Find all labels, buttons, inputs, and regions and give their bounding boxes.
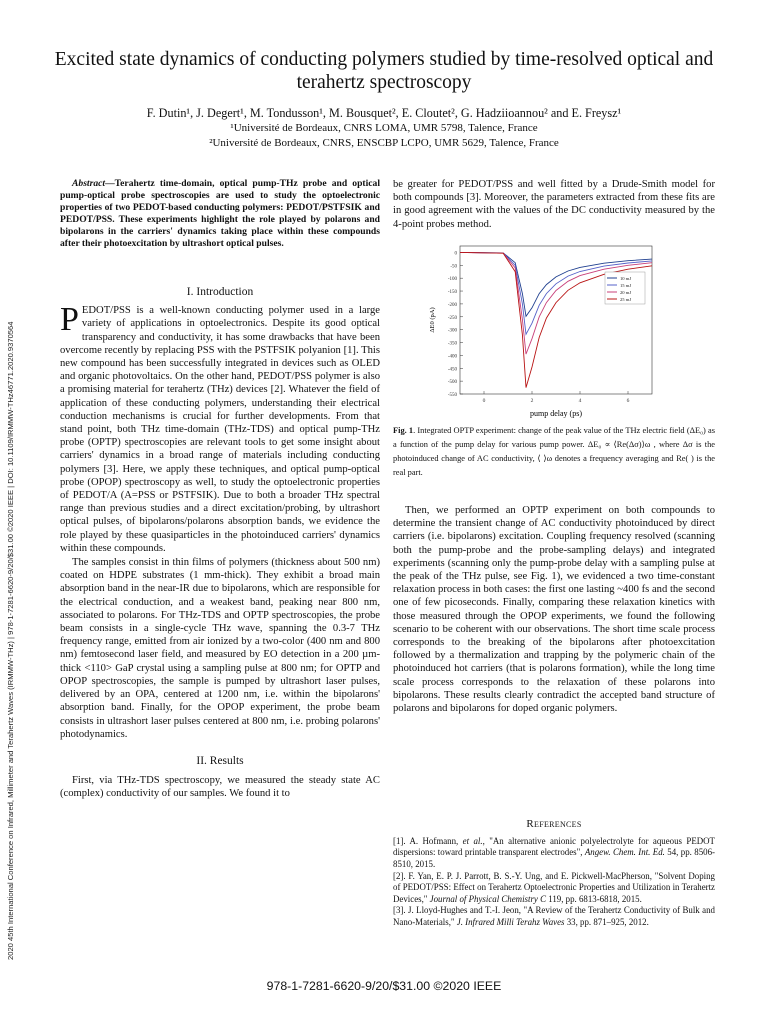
references-list bbox=[393, 836, 715, 929]
intro-paragraph-1-text: EDOT/PSS is a well-known conducting polymer used in a large variety of applications in optoelectronics. Despite its good optical transparency and conductivity, it has some drawbacks that have been overcome recently by replacing PSS with the PSTFSIK polyanion [1]. This new compound has been successfully integrated in devices such as OLED and organic photovoltaics. On the other hand, PEDOT/PSS polymer is also a promising material for terahertz (THz) devices [2]. Whatever the field of application of these conducting polymers, understanding their electrical conduction mechanisms is crucial for further developments. From that stand point, both THz time-domain (THz-TDS) and optical pump-THz probe (OPTP) spectroscopies are relevant tools to get some insight about carriers' dynamics in a broad range of materials including conducting polymers [3]. Here, we apply these techniques, and optical pump-optical probe (OPOP) spectroscopy as well, to study the optoelectronic properties of PEDOT/A (A=PSS or PSTFSIK). Due to both a broader THz spectral range than previous studies and a direct excitation/probing, by ultrashort optical pulses, of bipolarons/polarons absorption bands, we evidence the role played by these quasiparticles in the photoinduced carriers' dynamics within these compounds. bbox=[60, 305, 380, 554]
abstract bbox=[60, 178, 380, 250]
section-heading-results: II. Results bbox=[196, 754, 244, 767]
figure-1-caption bbox=[393, 424, 715, 480]
intro-paragraph-2: The samples consist in thin films of polymers (thickness about 500 nm) coated on HDPE substrates (1 mm-thick). They exhibit a broad main absorption band in the near-IR due to bipolarons, which are responsible for the electrical conduction, and a weakest band, peaking near 800 nm, associated to polarons. For THz-TDS and OPTP spectroscopies, the probe beam consists in a single-cycle THz wave, spanning the 0.3-7 THz frequency range, emitted from air ionized by a two-color (400 nm and 800 nm) femtosecond laser field, and measured by EO detection in a 200 µm-thick <110> GaP crystal using a sampling pulse at 800 nm; for OPTP and OPOP spectroscopies, the sample is pumped by ultrashort laser pulses, delivered by an OPA, centered at 1200 nm, i.e. within the bipolarons' absorption band. Finally, for the OPOP experiment, the probe beam consists in ultrashort laser pulses centered at 800 nm, i.e. probing polarons' photodynamics. bbox=[60, 557, 380, 740]
caption-label: Fig. 1 bbox=[393, 426, 414, 435]
y-tick-label: -400 bbox=[447, 354, 457, 360]
y-tick-label: -550 bbox=[447, 393, 457, 398]
y-tick-label: -500 bbox=[447, 380, 457, 386]
reference-item bbox=[393, 905, 715, 928]
y-tick-label: -50 bbox=[450, 264, 457, 270]
reference-journal: Angew. Chem. Int. Ed. bbox=[584, 847, 665, 858]
references-title: References bbox=[526, 818, 582, 830]
x-tick-label: 2 bbox=[530, 398, 534, 404]
x-axis-label: pump delay (ps) bbox=[530, 409, 582, 418]
author-list: F. Dutin¹, J. Degert¹, M. Tondusson¹, M. Bousquet², E. Cloutet², G. Hadziioannou² and E. Freysz¹ bbox=[146, 106, 622, 120]
y-tick-label: -300 bbox=[447, 328, 457, 334]
right-column-bottom bbox=[393, 504, 715, 715]
y-tick-label: -200 bbox=[447, 302, 457, 308]
plot-frame bbox=[460, 246, 652, 394]
reference-text: 33, pp. 871–925, 2012. bbox=[564, 916, 649, 927]
abstract-label: Abstract bbox=[72, 178, 106, 189]
caption-text: . Integrated OPTP experiment: change of the peak value of the THz electric field (ΔE₀) as a function of the pump delay for various pump power. ΔE₀ ∝ ⟨Re(Δσ)⟩ω , where Δσ is the photoinduced change of AC conductivity, ⟨ ⟩ω denotes a frequency averaging and Re( ) is the real part. bbox=[393, 426, 715, 477]
results-paragraph-2: Then, we performed an OPTP experiment on both compounds to determine the transient change of AC conductivity photoinduced by direct carriers (i.e. bipolarons) excitation. Coupling frequency resolved (scanning both the pump-probe and the probe-sampling delays) and integrated experiments (scanning only the pump-probe delay with a sampling pulse at the peak of the THz pulse, see Fig. 1), we evidenced a two time-constant relaxation process in both cases: the first one lasting ~400 fs and the second one of few picoseconds. Finally, comparing these relaxation kinetics with those measured through the OPOP experiments, we found the following scenario to be coherent with our observations. The short time scale process corresponds to the breaking of the bipolarons after photoexcitation followed by a thermalization and trapping by the polymeric chain of the photoinduced hot carriers (that is polarons formation), while the long time scale process corresponds to the relaxation of these polarons into bipolarons. These results clearly contradict the accepted band structure of polarons and bipolarons for doped organic polymers. bbox=[393, 505, 715, 715]
y-tick-label: -250 bbox=[447, 315, 457, 321]
affiliation-2: ²Université de Bordeaux, CNRS, ENSCBP LCPO, UMR 5629, Talence, France bbox=[209, 137, 559, 149]
results-paragraph-continued: be greater for PEDOT/PSS and well fitted by a Drude-Smith model for both compounds [3]. Moreover, the parameters extracted from these fits are in good agreement with the values of the DC conductivity measured by the 4-point probes method. bbox=[393, 179, 715, 230]
reference-journal: Journal of Physical Chemistry C bbox=[429, 893, 547, 904]
reference-item bbox=[393, 836, 715, 870]
reference-etal: et al. bbox=[462, 836, 483, 846]
reference-text: , "An alternative anionic polyelectrolyte for aqueous PEDOT dispersions: toward printable transparent electrodes", bbox=[393, 836, 715, 858]
reference-text: 54, pp. 8506-8510, 2015. bbox=[393, 847, 715, 869]
y-tick-label: -450 bbox=[447, 367, 457, 373]
reference-text: 119, pp. 6813-6818, 2015. bbox=[546, 893, 642, 904]
y-tick-label: 0 bbox=[454, 251, 457, 257]
section-heading-introduction: I. Introduction bbox=[186, 286, 254, 298]
reference-text: [1]. A. Hofmann, bbox=[393, 836, 463, 846]
legend-label: 20 mJ bbox=[620, 290, 632, 295]
results-paragraph-1: First, via THz-TDS spectroscopy, we measured the steady state AC (complex) conductivity of our samples. We found it to bbox=[60, 775, 380, 800]
legend-label: 15 mJ bbox=[620, 283, 632, 288]
x-tick-label: 0 bbox=[482, 398, 486, 404]
reference-text: [2]. F. Yan, E. P. J. Parrott, B. S.-Y. Ung, and E. Pickwell-MacPherson, "Solvent Doping of PEDOT/PSS: Effect on Terahertz Optoelectronic Properties and Utilization in Terahertz Devices," bbox=[393, 870, 715, 904]
y-tick-label: -350 bbox=[447, 341, 457, 347]
legend-label: 10 mJ bbox=[620, 276, 632, 281]
paper-title: Excited state dynamics of conducting polymers studied by time-resolved optical and terahertz spectroscopy bbox=[54, 49, 714, 93]
reference-journal: J. Infrared Milli Terahz Waves bbox=[456, 916, 565, 927]
references-heading bbox=[393, 818, 715, 830]
side-metadata: 2020 45th International Conference on Infrared, Millimeter and Terahertz Waves (IRMMW-THz) | 978-1-7281-6620-9/20/$31.00 ©2020 IEEE | DOI: 10.1109/IRMMW-THz46771.2020.9370564 bbox=[6, 321, 15, 960]
drop-cap: P bbox=[60, 301, 79, 339]
legend-label: 25 mJ bbox=[620, 297, 632, 302]
right-column-top bbox=[393, 178, 715, 231]
y-tick-label: -150 bbox=[447, 290, 457, 296]
y-axis-label: ΔE0 (pA) bbox=[429, 307, 436, 333]
reference-item bbox=[393, 871, 715, 905]
affiliation-1: ¹Université de Bordeaux, CNRS LOMA, UMR 5798, Talence, France bbox=[230, 122, 538, 134]
figure-1-chart bbox=[420, 240, 656, 420]
page-footer: 978-1-7281-6620-9/20/$31.00 ©2020 IEEE bbox=[266, 979, 502, 993]
x-tick-label: 6 bbox=[626, 398, 630, 404]
y-tick-label: -100 bbox=[447, 277, 457, 283]
left-column bbox=[60, 286, 380, 801]
reference-text: [3]. J. Lloyd-Hughes and T.-I. Jeon, "A Review of the Terahertz Conductivity of Bulk and Nano-Materials," bbox=[393, 905, 715, 927]
intro-paragraph-1 bbox=[60, 301, 380, 555]
x-tick-label: 4 bbox=[578, 398, 582, 404]
abstract-text: —Terahertz time-domain, optical pump-THz probe and optical pump-optical probe spectroscopies are used to study the optoelectronic properties of two PEDOT-based conducting polymers: PEDOT/PSTFSIK and PEDOT/PSS. These experiments highlight the role played by polarons and bipolarons in the carriers' dynamics taking place within these compounds after their photoexcitation by ultrashort optical pulses. bbox=[60, 178, 380, 249]
